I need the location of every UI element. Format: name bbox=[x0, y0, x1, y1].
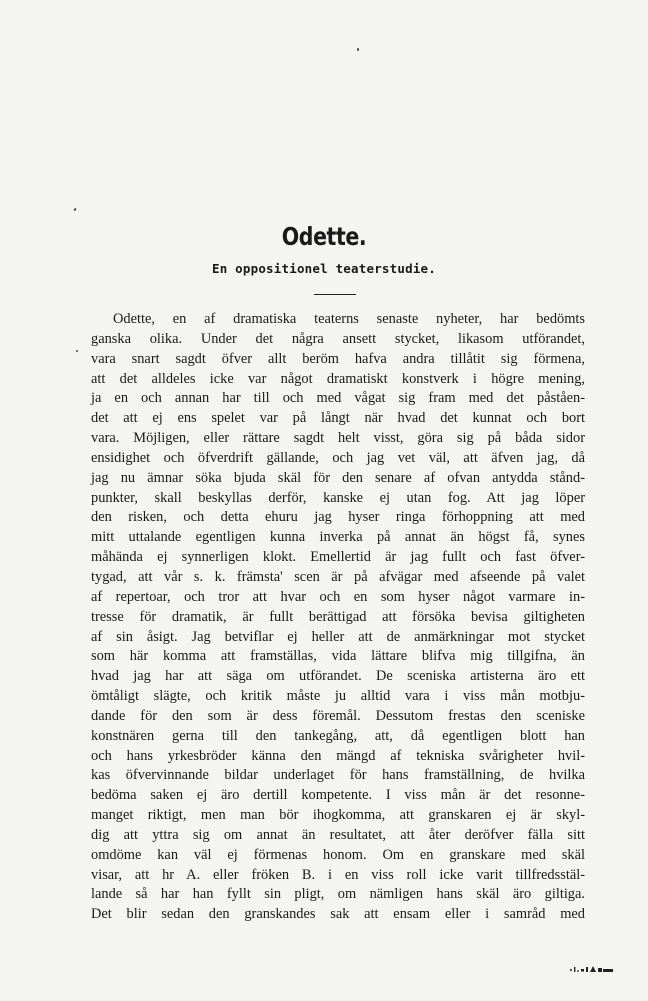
text-line: Det blir sedan den granskandes sak att ensam eller i samråd med bbox=[91, 906, 585, 923]
text-line: hvad jag har att säga om utförandet. De sceniska artisterna äro ett bbox=[91, 668, 585, 685]
text-line: ensidighet och öfverdrift gällande, och jag vet väl, att äfven jag, då bbox=[91, 449, 585, 466]
text-line: dig att yttra sig om annat än resultatet, att åter deröfver fälla sitt bbox=[91, 826, 585, 843]
text-line: ömtåligt slägte, och kritik måste ju alltid vara i viss mån motbju- bbox=[91, 688, 585, 705]
ink-speck bbox=[357, 48, 359, 51]
text-line: jag nu ämnar söka bjuda skäl för den senare af ofvan antydda stånd- bbox=[91, 469, 585, 486]
text-line: manget riktigt, men man bör ihogkomma, att granskaren ej är skyl- bbox=[91, 807, 585, 824]
text-line: ganska olika. Under det några ansett stycket, likasom utförandet, bbox=[91, 330, 585, 347]
text-line: den risken, och detta ehuru jag hyser ringa förhoppning att med bbox=[91, 509, 585, 526]
text-line: kas öfvervinnande bildar underlaget för hans framställning, de hvilka bbox=[91, 767, 585, 784]
text-line: tygad, att vår s. k. främsta' scen är på afvägar med afseende på valet bbox=[91, 568, 585, 585]
text-line: ja en och annan har till och med vågat sig fram med det påståen- bbox=[91, 390, 585, 407]
text-line: måhända ej synnerligen klokt. Emellertid är jag fullt och fast öfver- bbox=[91, 549, 585, 566]
text-line: Odette, en af dramatiska teaterns senaste nyheter, har bedömts bbox=[113, 311, 585, 327]
text-line: visar, att hr A. eller fröken B. i en viss roll icke varit tillfredsstäl- bbox=[91, 866, 585, 883]
text-line: vara. Möjligen, eller rättare sagdt helt visst, göra sig på båda sidor bbox=[91, 430, 585, 447]
text-line: punkter, skall beskyllas derför, kanske ej utan fog. Att jag löper bbox=[91, 489, 585, 506]
text-line: af repertoar, och tror att hvar och en som hyser något varmare in- bbox=[91, 588, 585, 605]
signature-icon bbox=[569, 964, 629, 974]
signature-mark bbox=[569, 964, 629, 977]
text-line: det att ej ens spelet var på långt när hvad det kunnat och bort bbox=[91, 410, 585, 427]
text-line: lande så har han fyllt sin pligt, om nämligen hans skäl äro giltiga. bbox=[91, 886, 585, 903]
text-line: som här komma att framställas, vida lättare blifva mig tillgifna, än bbox=[91, 648, 585, 665]
text-line: tresse för dramatik, är fullt berättigad att försöka bevisa giltigheten bbox=[91, 608, 585, 625]
text-line: och hans yrkesbröder känna den mängd af tekniska svårigheter hvil- bbox=[91, 747, 585, 764]
text-line: omdöme kan väl ej förmenas honom. Om en granskare med skäl bbox=[91, 846, 585, 863]
text-line: att det alldeles icke var något dramatiskt konstverk i högre mening, bbox=[91, 370, 585, 387]
text-line: mitt uttalande egentligen kunna inverka på annat än högst få, synes bbox=[91, 529, 585, 546]
title-divider bbox=[314, 294, 356, 295]
ink-speck bbox=[73, 208, 76, 212]
text-line: dande för den som är dess föremål. Dessutom frestas den sceniske bbox=[91, 707, 585, 724]
text-line: af sin åsigt. Jag betviflar ej heller att de anmärkningar mot stycket bbox=[91, 628, 585, 645]
page-title: Odette. bbox=[281, 222, 367, 251]
text-line: vara snart sagdt öfver allt beröm hafva andra tillåtit sig förmena, bbox=[91, 350, 585, 367]
page-subtitle: En oppositionel teaterstudie. bbox=[211, 261, 437, 276]
body-paragraph bbox=[91, 310, 585, 925]
ink-speck bbox=[76, 350, 78, 352]
text-line: bedöma saken ej äro dertill kompetente. I viss mån är det resonne- bbox=[91, 787, 585, 804]
text-line: konstnären gerna till den tankegång, att, då egentligen blott han bbox=[91, 727, 585, 744]
